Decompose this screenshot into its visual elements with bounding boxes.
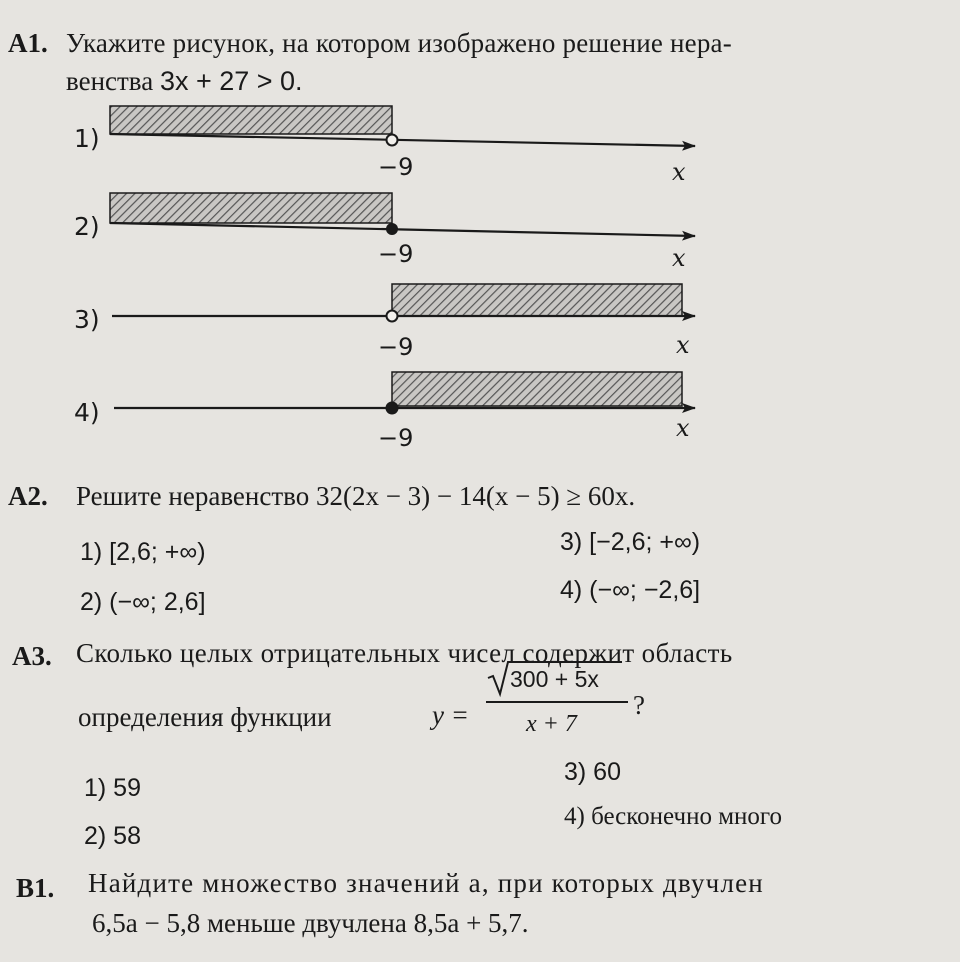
number-line-1 <box>110 106 695 146</box>
a3-question-mark: ? <box>633 690 645 720</box>
a3-numerator: 300 + 5x <box>510 666 599 692</box>
a1-option-3-number: 3) <box>74 305 100 334</box>
a1-option-1-point: −9 <box>378 153 414 181</box>
a1-number: А1. <box>8 28 48 58</box>
a1-option-2-point: −9 <box>378 240 414 268</box>
a1-option-1-number: 1) <box>74 124 100 153</box>
number-line-2 <box>110 193 695 236</box>
a1-option-1-var: x <box>672 158 686 186</box>
a2-answer-4: 4) (−∞; −2,6] <box>560 576 701 604</box>
a1-option-4-var: x <box>676 414 690 442</box>
a3-text-line1: Сколько целых отрицательных чисел содержит область <box>76 638 733 668</box>
b1-text-line1: Найдите множество значений a, при которых двучлен <box>88 868 764 898</box>
a1-option-3-point: −9 <box>378 333 414 361</box>
a3-answer-2: 2) 58 <box>84 822 141 850</box>
a1-option-3-var: x <box>676 331 690 359</box>
a2-answer-3: 3) [−2,6; +∞) <box>560 528 701 556</box>
number-line-4 <box>114 372 695 415</box>
a1-text-line1: Укажите рисунок, на котором изображено решение нера- <box>66 28 732 58</box>
a3-answer-4: 4) бесконечно много <box>564 803 783 830</box>
a2-answer-1: 1) [2,6; +∞) <box>80 538 206 566</box>
a3-denominator: x + 7 <box>526 711 577 737</box>
b1-number: В1. <box>16 873 55 903</box>
a1-option-2-number: 2) <box>74 212 100 241</box>
a3-number: А3. <box>12 641 52 671</box>
a1-option-4-number: 4) <box>74 398 100 427</box>
a3-answer-3: 3) 60 <box>564 758 621 786</box>
a3-func-lhs: y = <box>432 700 469 730</box>
a1-option-4-point: −9 <box>378 424 414 452</box>
a2-answer-2: 2) (−∞; 2,6] <box>80 588 206 616</box>
a2-text: Решите неравенство 32(2x − 3) − 14(x − 5) ≥ 60x. <box>76 481 636 511</box>
b1-text-line2: 6,5a − 5,8 меньше двучлена 8,5a + 5,7. <box>92 908 529 938</box>
a1-option-2-var: x <box>672 244 686 272</box>
a1-text-line2: венства 3x + 27 > 0. <box>66 66 303 96</box>
number-line-3 <box>112 284 695 322</box>
a3-answer-1: 1) 59 <box>84 774 141 802</box>
a3-text-line2: определения функции <box>78 702 332 732</box>
a2-number: А2. <box>8 481 48 511</box>
